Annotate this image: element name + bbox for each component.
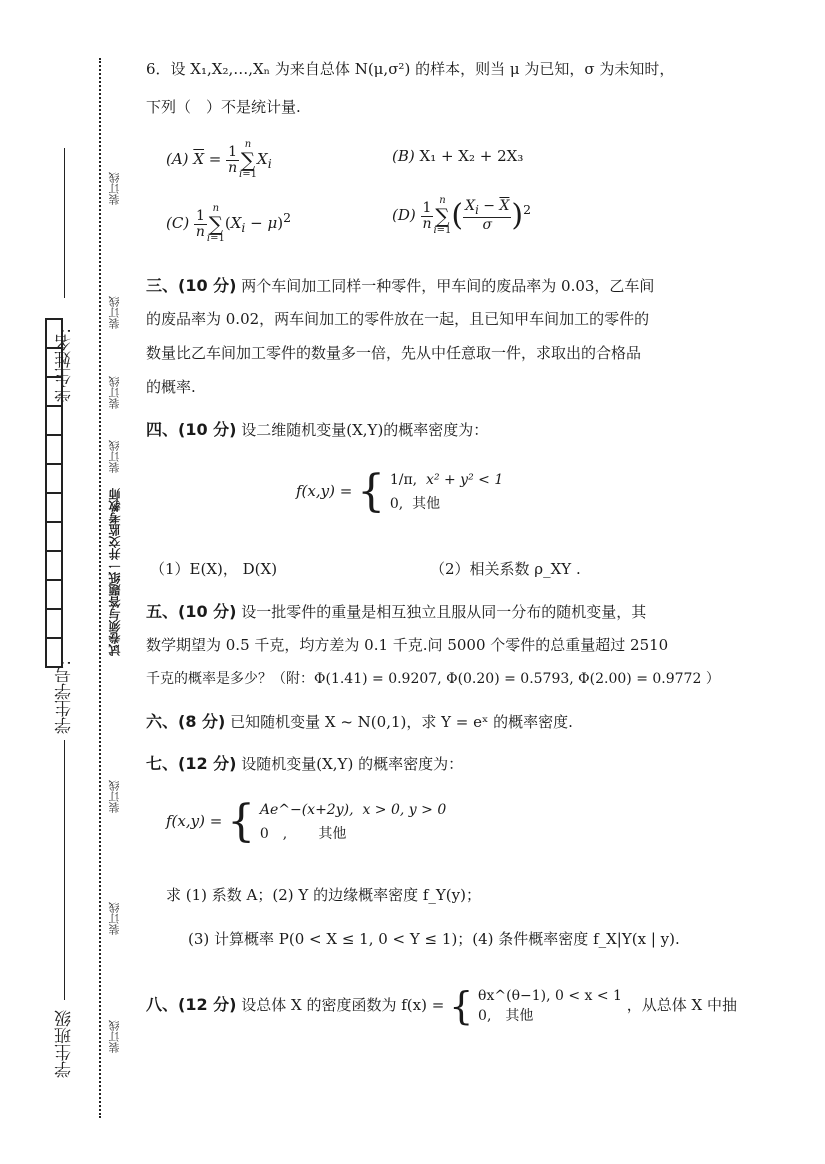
student-name-field[interactable]	[64, 148, 65, 298]
section-7-ask1: 求 (1) 系数 A；(2) Y 的边缘概率密度 f_Y(y)；	[166, 886, 481, 904]
section-3-line2: 的废品率为 0.02，两车间加工的零件放在一起，且已知甲车间加工的零件的	[146, 310, 650, 328]
binding-instruction: 试卷须与答题纸一并交监考教师	[108, 488, 122, 656]
section-7-density-formula: f(x,y) = { Ae^−(x+2y), x > 0, y > 0 0 , 其他	[166, 796, 447, 847]
binding-mark: 装订线	[108, 440, 121, 473]
binding-mark: 装订线	[108, 902, 121, 935]
binding-dotted-line	[99, 58, 101, 1118]
section-5-line1: 五、(10 分) 设一批零件的重量是相互独立且服从同一分布的随机变量，其	[146, 602, 647, 621]
binding-mark: 装订线	[108, 296, 121, 329]
section-3-line3: 数量比乙车间加工零件的数量多一倍，先从中任意取一件，求取出的合格品	[146, 344, 642, 362]
q6-stem-line2: 下列（ ）不是统计量.	[146, 98, 301, 116]
section-6-line1: 六、(8 分) 已知随机变量 X ~ N(0,1)，求 Y = eˣ 的概率密度.	[146, 712, 573, 731]
section-7-ask2: (3) 计算概率 P(0 < X ≤ 1, 0 < Y ≤ 1)；(4) 条件概率密度 f_X|Y(x | y).	[188, 930, 680, 948]
student-id-boxes[interactable]	[45, 320, 63, 668]
binding-mark: 装订线	[108, 1020, 121, 1053]
student-id-label: 学生学号:	[55, 660, 75, 734]
section-8-line1: 八、(12 分) 设总体 X 的密度函数为 f(x) = { θx^(θ−1), 0 < x < 1 0, 其他 ，从总体 X 中抽	[146, 984, 737, 1028]
section-4-heading: 四、(10 分)	[146, 420, 237, 439]
binding-mark: 装订线	[108, 172, 121, 205]
q6-stem-line1: 6．设 X₁,X₂,…,Xₙ 为来自总体 N(μ,σ²) 的样本，则当 μ 为已知，σ 为未知时，	[146, 60, 675, 78]
student-name-label: 学生姓名:	[55, 328, 75, 402]
section-6-heading: 六、(8 分)	[146, 712, 226, 731]
section-3-line4: 的概率.	[146, 378, 196, 396]
binding-margin	[0, 0, 140, 1164]
section-4-part2: （2）相关系数 ρ_XY .	[430, 560, 581, 578]
q6-option-d: (D) $\frac{1}{n}$ n ∑ i=1( $\frac{X_i - \overline{X}}{\sigma}$ )$^2$	[392, 195, 532, 236]
section-4-density-formula: f(x,y) = { 1/π, x² + y² < 1 0, 其他	[296, 466, 504, 517]
q6-option-a: (A) $\overline{X}$ = $\frac{1}{n}$ n ∑ $i=1X_i$	[166, 139, 272, 180]
student-class-field[interactable]	[64, 740, 65, 1000]
section-7-line1: 七、(12 分) 设随机变量(X,Y) 的概率密度为：	[146, 754, 464, 773]
section-8-heading: 八、(12 分)	[146, 995, 237, 1014]
binding-mark: 装订线	[108, 376, 121, 409]
student-class-label: 学生班级	[55, 1010, 75, 1078]
section-3-line1: 三、(10 分) 两个车间加工同样一种零件，甲车间的废品率为 0.03，乙车间	[146, 276, 655, 295]
section-5-line3: 千克的概率是多少？（附：Φ(1.41) = 0.9207, Φ(0.20) = 0.5793, Φ(2.00) = 0.9772 ）	[146, 671, 720, 687]
section-7-heading: 七、(12 分)	[146, 754, 237, 773]
binding-mark: 装订线	[108, 780, 121, 813]
section-4-part1: （1）E(X)， D(X)	[150, 560, 278, 578]
section-5-heading: 五、(10 分)	[146, 602, 237, 621]
q6-option-c: (C) $\frac{1}{n}$ n ∑ $i=1(X_i - \mu)^2$	[166, 203, 292, 244]
section-4-line1: 四、(10 分) 设二维随机变量(X,Y)的概率密度为：	[146, 420, 489, 439]
section-5-line2: 数学期望为 0.5 千克，均方差为 0.1 千克.问 5000 个零件的总重量超过 2510	[146, 636, 669, 654]
q6-option-b: (B) X₁ + X₂ + 2X₃	[392, 147, 524, 165]
section-3-heading: 三、(10 分)	[146, 276, 237, 295]
